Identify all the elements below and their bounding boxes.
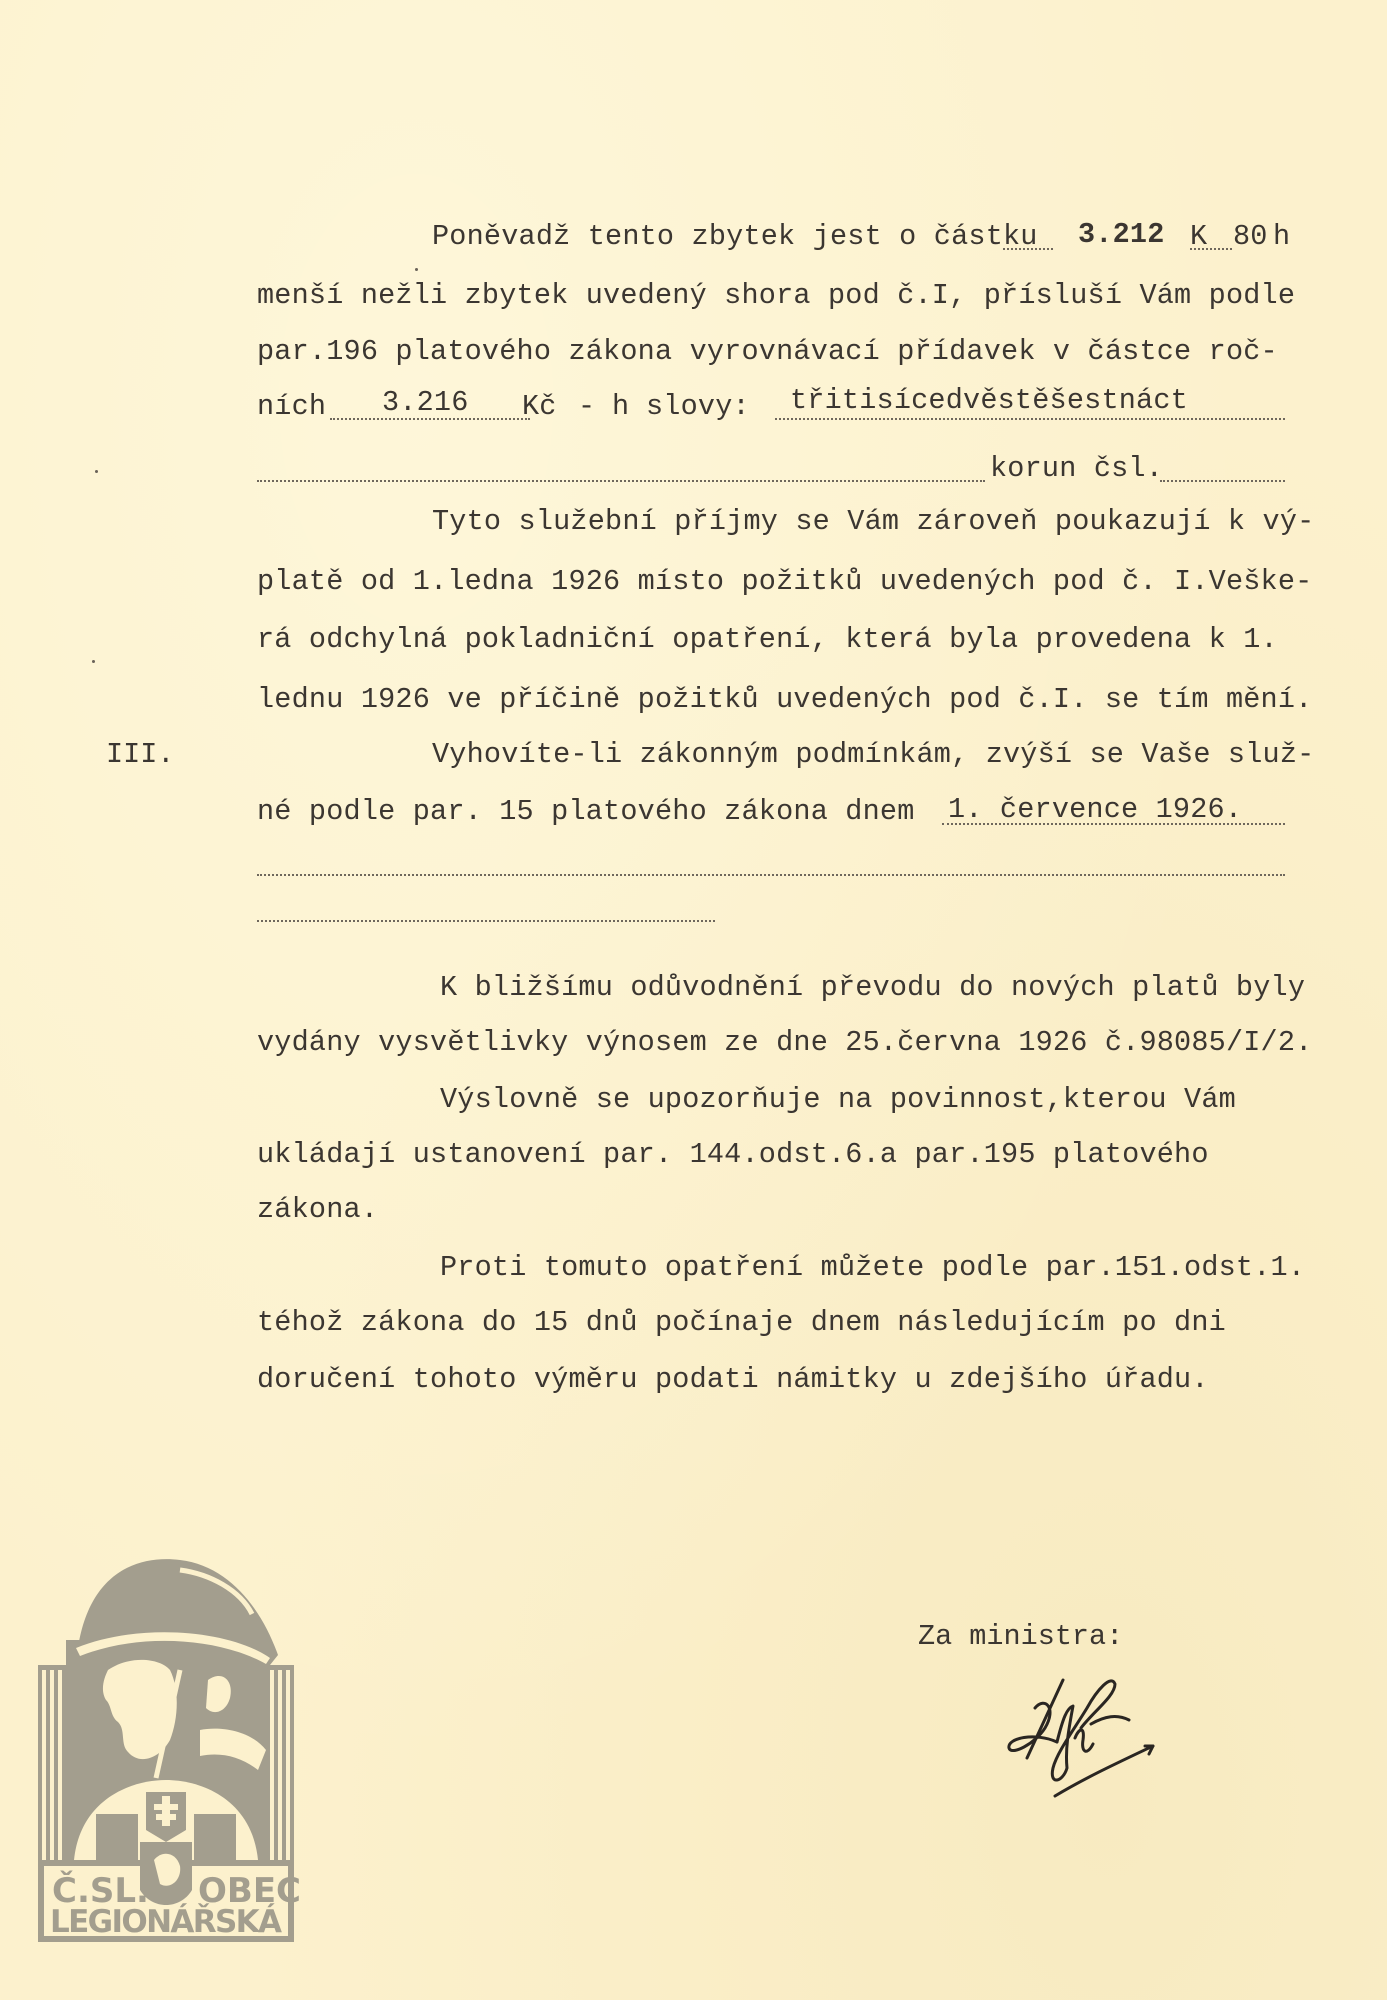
paper-speck	[415, 268, 418, 271]
fill-line	[1003, 248, 1053, 250]
section-iii-line-2: né podle par. 15 platového zákona dnem	[257, 795, 915, 828]
paragraph-6-line-3: doručení tohoto výměru podati námitky u zdejšího úřadu.	[257, 1363, 1209, 1396]
paragraph-4-line-2: vydány vysvětlivky výnosem ze dne 25.června 1926 č.98085/I/2.	[257, 1026, 1313, 1059]
unit-k: K	[1190, 220, 1208, 253]
paragraph-1-line-3: par.196 platového zákona vyrovnávací přídavek v částce roč-	[257, 335, 1278, 368]
paper-speck	[92, 660, 95, 663]
paragraph-6-line-1: Proti tomuto opatření můžete podle par.151.odst.1.	[440, 1251, 1306, 1284]
paragraph-4-line-1: K bližšímu odůvodnění převodu do nových platů byly	[440, 971, 1306, 1004]
paragraph-5-line-3: zákona.	[257, 1193, 379, 1226]
blank-fill-line	[257, 874, 1285, 876]
annual-amount-value: 3.216	[382, 386, 469, 419]
increase-date: 1. července 1926.	[948, 793, 1243, 826]
legion-association-logo	[30, 1530, 302, 1942]
fill-line	[1218, 248, 1232, 250]
paragraph-2-line-4: lednu 1926 ve příčině požitků uvedených pod č.I. se tím mění.	[257, 683, 1313, 716]
currency-words: korun čsl.	[990, 452, 1164, 485]
amount-k-value: 3.212	[1078, 218, 1165, 251]
unit-h: h	[1273, 220, 1291, 253]
closing-za-ministra: Za ministra:	[918, 1620, 1124, 1653]
fill-line	[775, 418, 1285, 420]
logo-text-left: Č.SL.	[52, 1871, 149, 1911]
logo-text-right: OBEC	[198, 1871, 301, 1911]
unit-kc: Kč	[522, 390, 557, 423]
paragraph-1-line-1	[432, 220, 1038, 254]
paragraph-1-line-4-prefix: ních	[257, 390, 327, 423]
fill-line	[1160, 480, 1285, 482]
paragraph-6-line-2: téhož zákona do 15 dnů počínaje dnem následujícím po dni	[257, 1306, 1226, 1339]
paragraph-2-line-2: platě od 1.ledna 1926 místo požitků uvedených pod č. I.Veške-	[257, 565, 1313, 598]
logo-text-bottom: LEGIONÁŘSKÁ	[50, 1904, 282, 1940]
amount-in-words: třitisícedvěstěšestnáct	[790, 384, 1188, 417]
text: Poněvadž tento zbytek jest o částku	[432, 220, 1038, 253]
paragraph-1-line-2: menší nežli zbytek uvedený shora pod č.I, přísluší Vám podle	[257, 279, 1296, 312]
paragraph-5-line-2: ukládají ustanovení par. 144.odst.6.a par.195 platového	[257, 1138, 1209, 1171]
handwritten-signature	[1005, 1668, 1155, 1798]
section-number: III.	[106, 738, 175, 771]
dash: -	[578, 390, 596, 423]
amount-h-value: 80	[1233, 220, 1268, 253]
paper-speck	[95, 470, 98, 473]
unit-h: h	[612, 390, 630, 423]
words-label: slovy:	[646, 390, 750, 423]
fill-line	[257, 480, 985, 482]
paragraph-2-line-1: Tyto služební příjmy se Vám zároveň poukazují k vý-	[432, 505, 1315, 538]
blank-fill-line-short	[257, 920, 715, 922]
paragraph-5-line-1: Výslovně se upozorňuje na povinnost,kterou Vám	[440, 1083, 1236, 1116]
paragraph-2-line-3: rá odchylná pokladniční opatření, která byla provedena k 1.	[257, 623, 1278, 656]
section-iii-line-1: Vyhovíte-li zákonným podmínkám, zvýší se Vaše služ-	[432, 738, 1315, 771]
